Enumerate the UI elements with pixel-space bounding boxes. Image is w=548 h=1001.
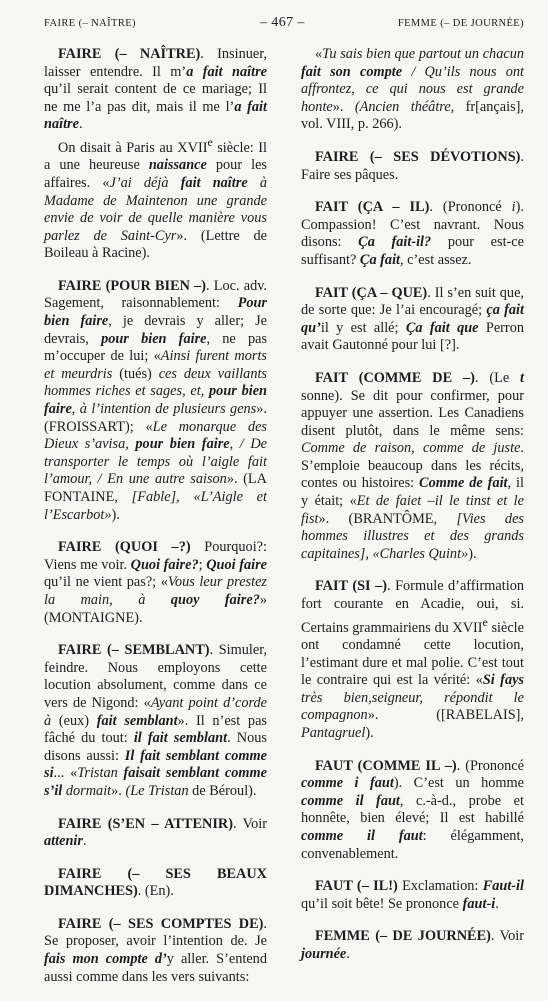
entry-faire-pour-bien: FAIRE (POUR BIEN –). Loc. adv. Sagement, raisonnablement: Pour bien faire, je devrais y aller; Je devrais, pour bien faire, ne pas m’occuper de lui; «Ainsi furent morts et meurdris (tués) ces deux vaillants hommes riches et sages, et, pour bien faire, à l’intention de plusieurs gens». (FROISSART); «Le monarque des Dieux s’avisa, pour bien faire, / De transporter le temps où l’aigle fait l’amour, / En une autre saison». (LA FONTAINE, [Fable], «L’Aigle et l’Escarbot»). — [44, 277, 268, 523]
left-column — [44, 46, 267, 1001]
entry-fait-ca-que: FAIT (ÇA – QUE). Il s’en suit que, de sorte que: Je l’ai encouragé; ça fait qu’il y est allé; Ça fait que Perron avait Gautonné pour lui [?]. — [301, 284, 524, 354]
entry-faire-ses-devotions: FAIRE (– SES DÉVOTIONS). Faire ses pâques. — [301, 148, 524, 183]
entry-faire-ses-comptes-continued: «Tu sais bien que partout un chacun fait son compte / Qu’ils nous ont affrontez, ce qui nous est grande honte». (Ancien théâtre, fr[ançais], vol. VIII, p. 266). — [301, 46, 525, 133]
right-column — [301, 46, 524, 1001]
entry-femme-de-journee: FEMME (– DE JOURNÉE). Voir journée. — [301, 928, 524, 962]
entry-fait-ca-il: FAIT (ÇA – IL). (Prononcé i). Compassion! C’est navrant. Nous disons: Ça fait-il? pour est-ce suffisant? Ça fait, c’est assez. — [301, 199, 524, 268]
entry-faire-ses-beaux-dimanches: FAIRE (– SES BEAUX DIMANCHES). (En). — [44, 865, 267, 900]
entry-faire-sen-attenir: FAIRE (S’EN – ATTENIR). Voir attenir. — [44, 815, 267, 850]
entry-faut-il: FAUT (– IL!) Exclamation: Faut-il qu’il soit bête! Se prononce faut-i. — [301, 878, 525, 912]
entry-faire-semblant: FAIRE (– SEMBLANT). Simuler, feindre. Nous employons cette locution absolument, comme dans ce vers de Nigond: «Ayant point d’corde à (eux) fait semblant». Il n’est pas fâché du tout: il fait semblant. Nous disons aussi: Il fait semblant comme si... «Tristan faisait semblant comme s’il dormait». (Le Tristan de Béroul). — [44, 642, 268, 799]
page-number: – 467 – — [260, 15, 305, 30]
entry-faire-naitre: FAIRE (– NAÎTRE). Insinuer, laisser entendre. Il m’a fait naître qu’il serait content de ce mariage; Il ne me l’a pas dit, mais il me l’a fait naître. On disait à Paris au XVIIe siècle: Il a une heureuse naissance pour les affaires. «J’ai déjà fait naître à Madame de Maintenon une grande envie de voir de quelle manière vous parlez de Saint-Cyr». (Lettre de Boileau à Racine). — [44, 46, 268, 262]
entry-faire-ses-comptes-de: FAIRE (– SES COMPTES DE). Se proposer, avoir l’intention de. Je fais mon compte d’y aller. S’entend aussi comme dans les vers suivants: — [44, 915, 267, 985]
entry-faut-comme-il: FAUT (COMME IL –). (Prononcé comme i faut). C’est un homme comme il faut, c.-à-d., probe et honnête, bien élevé; Il est habillé comme il faut: élégamment, convenablement. — [301, 757, 524, 862]
entry-faire-quoi: FAIRE (QUOI –?) Pourquoi?: Viens me voir. Quoi faire?; Quoi faire qu’il ne vient pas?; «Vous leur prestez la main, à quoy faire?» (MONTAIGNE). — [44, 539, 268, 626]
header-left-guideword: FAIRE (– NAÎTRE) — [44, 18, 136, 29]
running-header — [44, 14, 524, 36]
entry-fait-si: FAIT (SI –). Formule d’affirmation fort courante en Acadie, oui, si. Certains grammairiens du XVIIe siècle ont condamné cette locution, l’estimant dure et mal polie. C’est tout le contraire qui est la vérité: «Si fays très bien,seigneur, répondit le compagnon». ([RABELAIS], Pantagruel). — [301, 578, 524, 741]
entry-fait-comme-de: FAIT (COMME DE –). (Le t sonne). Se dit pour confirmer, pour appuyer une assertion. Les Canadiens disent plutôt, dans le même sens: Comme de raison, comme de juste. S’emploie beaucoup dans les récits, contes ou histoires: Comme de fait, il y était; «Et de faiet –il le tinst et le fist». (BRANTÔME, [Vies des hommes illustres et des grands capitaines], «Charles Quint»). — [301, 369, 525, 562]
header-right-guideword: FEMME (– DE JOURNÉE) — [397, 18, 524, 29]
